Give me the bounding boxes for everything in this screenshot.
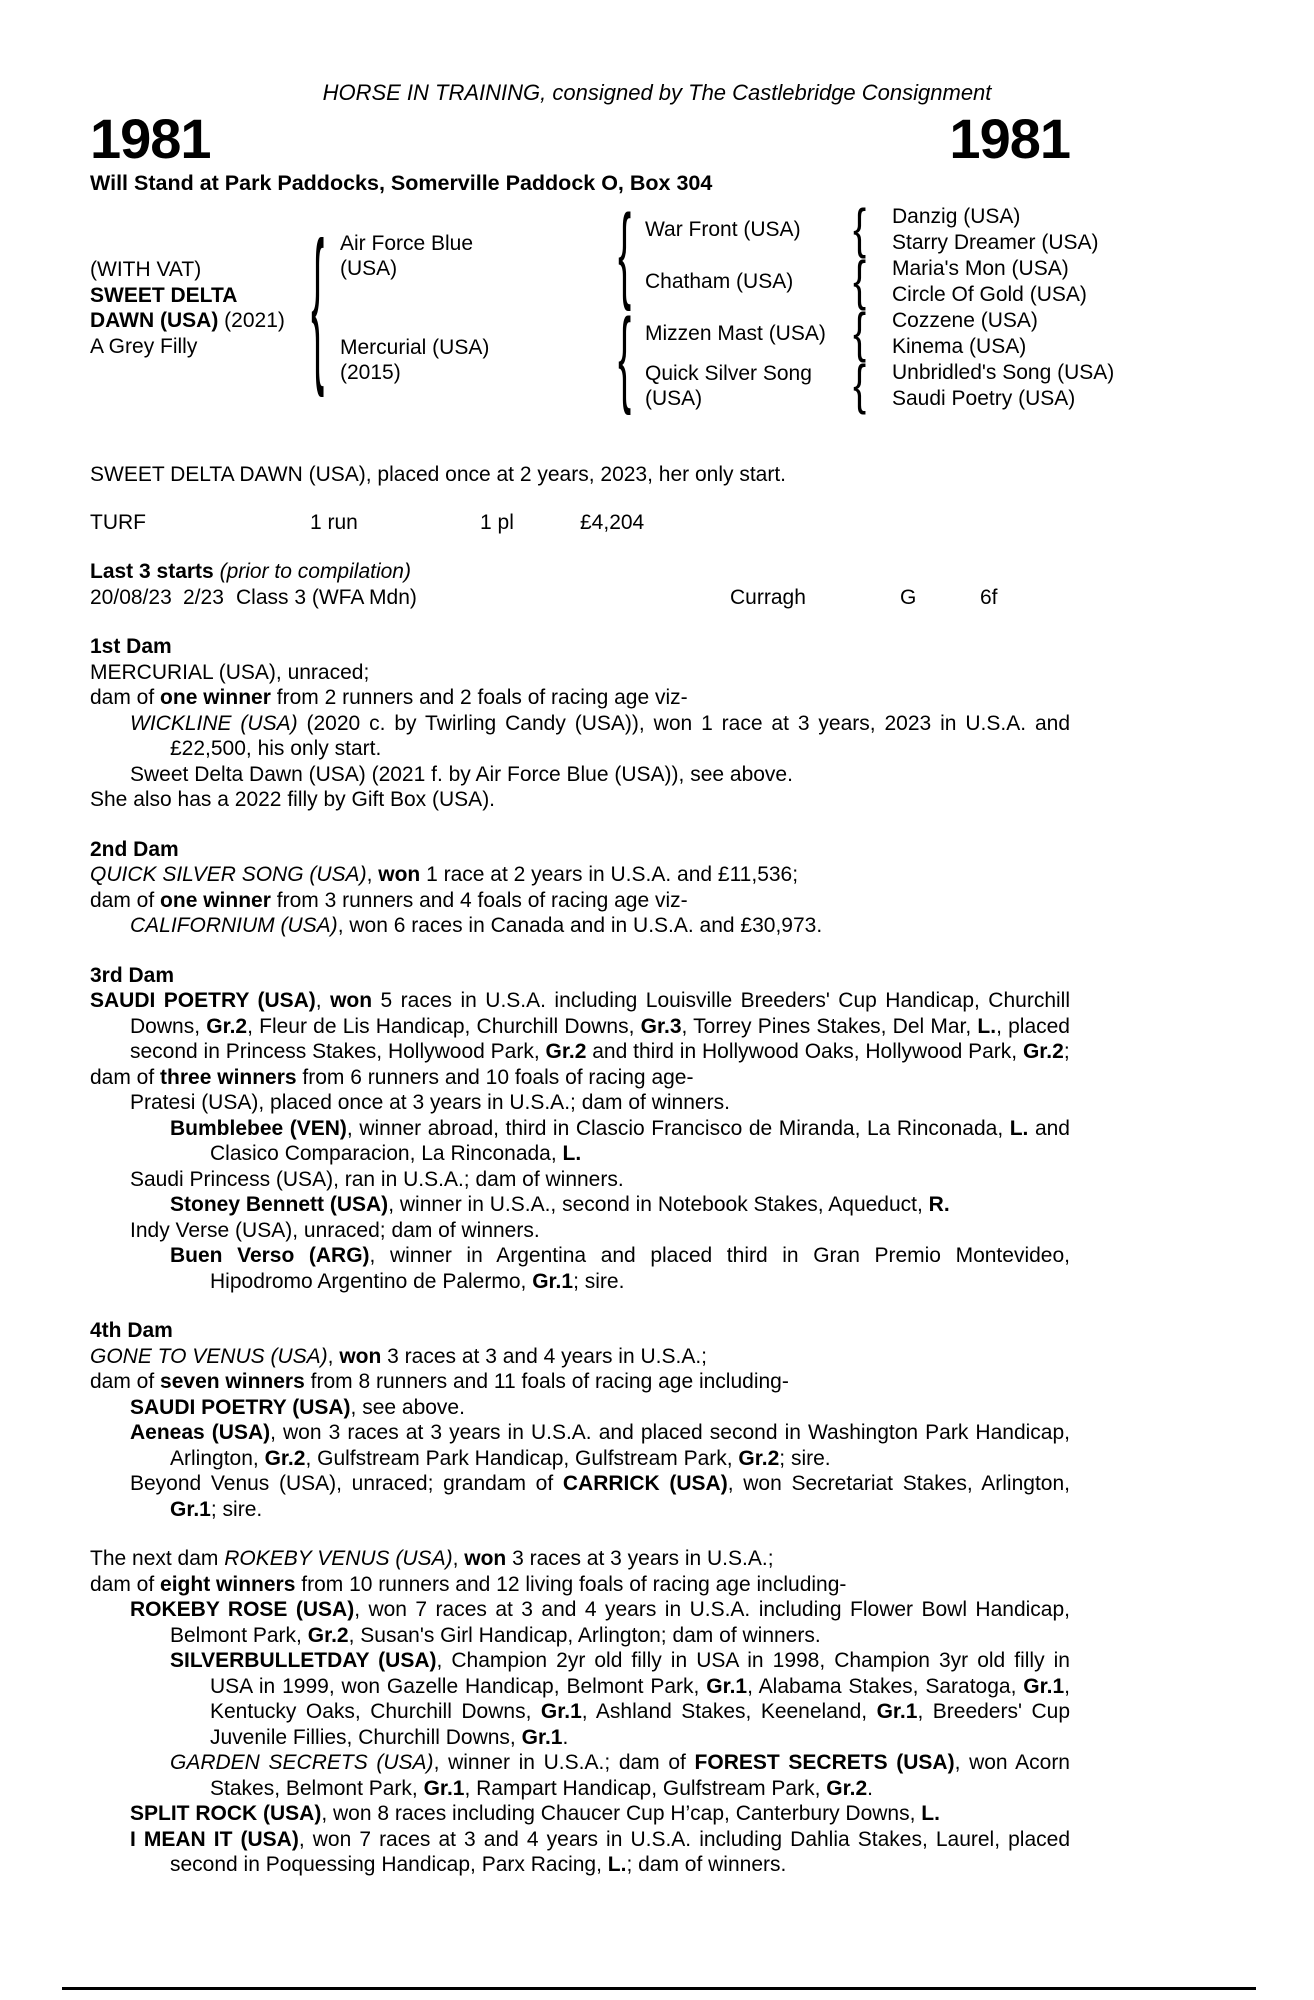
pedigree-paragraph: GARDEN SECRETS (USA), winner in U.S.A.; dam of FOREST SECRETS (USA), won Acorn Stakes, Belmont Park, Gr.1, Rampart Handicap, Gulfstream Park, Gr.2. [170,1751,1070,1800]
pedigree-subject [90,204,295,412]
start-going: G [900,585,917,609]
pedigree-paragraph: dam of one winner from 3 runners and 4 foals of racing age viz- [90,888,688,912]
pedigree-paragraph: The next dam ROKEBY VENUS (USA), won 3 races at 3 years in U.S.A.; [90,1547,774,1570]
pedigree-paragraph: I MEAN IT (USA), won 7 races at 3 and 4 years in U.S.A. including Dahlia Stakes, Laurel, placed second in Poquessing Handicap, Parx Racing, L.; dam of winners. [130,1827,1071,1876]
pedigree-dam-cell [340,308,535,412]
pedigree-paragraph: SILVERBULLETDAY (USA), Champion 2yr old filly in USA in 1998, Champion 3yr old filly in USA in 1999, won Gazelle Handicap, Belmont Park, Gr.1, Alabama Stakes, Saratoga, Gr.1, Kentucky Oaks, Churchill Downs, Gr.1, Ashland Stakes, Keeneland, Gr.1, Breeders' Cup Juvenile Fillies, Churchill Downs, Gr.1. [170,1649,1070,1749]
dam-section-heading: 4th Dam [90,1319,173,1342]
earnings-value: £4,204 [580,510,645,534]
pedigree-sire: Air Force Blue (USA) [340,231,474,280]
pedigree-ancestor: Saudi Poetry (USA) [892,387,1076,410]
pedigree-dam-dam: Quick Silver Song (USA) [645,361,812,410]
pedigree-paragraph: dam of eight winners from 10 runners and 12 living foals of racing age including- [90,1572,847,1596]
pedigree-brace-gg3: { [853,302,867,364]
pedigree-paragraph: SAUDI POETRY (USA), won 5 races in U.S.A. including Louisville Breeders' Cup Handicap, Churchill Downs, Gr.2, Fleur de Lis Handicap, Churchill Downs, Gr.3, Torrey Pines Stakes, Del Mar, L., placed second in Princess Stakes, Hollywood Park, Gr.2 and third in Hollywood Oaks, Hollywood Park, Gr.2; [90,989,1070,1063]
pedigree-paragraph: dam of seven winners from 8 runners and 11 foals of racing age including- [90,1370,789,1393]
race-summary: SWEET DELTA DAWN (USA), placed once at 2 years, 2023, her only start. [90,463,786,486]
pedigree-dam-sire: Mizzen Mast (USA) [645,322,826,346]
start-row [90,585,1070,611]
lot-number-row [90,107,1070,170]
lot-number-right: 1981 [949,107,1070,170]
pedigree-paragraph: GONE TO VENUS (USA), won 3 races at 3 and 4 years in U.S.A.; [90,1344,707,1368]
pedigree-ancestor: Unbridled's Song (USA) [892,361,1115,384]
pedigree-paragraph: Saudi Princess (USA), ran in U.S.A.; dam of winners. [130,1167,624,1191]
placings-value: 1 pl [480,510,514,534]
pedigree-sire-dam-cell [645,256,840,308]
start-position: 2/23 [183,585,224,609]
pedigree-sire-dam: Chatham (USA) [645,270,794,294]
start-distance: 6f [980,585,998,609]
runs-value: 1 run [310,510,358,534]
pedigree-paragraph: She also has a 2022 filly by Gift Box (USA). [90,788,496,811]
dam-section-heading: 3rd Dam [90,963,175,987]
pedigree-ancestor: Starry Dreamer (USA) [892,231,1099,254]
pedigree-sire-sire-cell [645,204,840,256]
pedigree-paragraph: QUICK SILVER SONG (USA), won 1 race at 2 years in U.S.A. and £11,536; [90,863,799,886]
pedigree-color-sex: A Grey Filly [90,334,198,358]
pedigree-brace-gg1: { [853,198,867,260]
pedigree-brace-gg2: { [853,250,867,312]
race-record-row [90,510,1070,536]
pedigree-dam: Mercurial (USA) (2015) [340,335,490,384]
pedigree-sire-sire: War Front (USA) [645,218,801,242]
pedigree-paragraph: dam of one winner from 2 runners and 2 foals of racing age viz- [90,686,688,709]
pedigree-paragraph: ROKEBY ROSE (USA), won 7 races at 3 and 4 years in U.S.A. including Flower Bowl Handicap, Belmont Park, Gr.2, Susan's Girl Handicap, Arlington; dam of winners. [130,1598,1070,1647]
dam-section-heading: 1st Dam [90,635,172,658]
pedigree-brace-sire: { [618,195,632,314]
pedigree-paragraph: dam of three winners from 6 runners and 10 foals of racing age- [90,1065,694,1089]
vat-note: (WITH VAT) [90,258,202,281]
pedigree-sire-cell [340,204,535,308]
pedigree-paragraph: Indy Verse (USA), unraced; dam of winners. [130,1218,540,1242]
pedigree-table [90,195,1115,418]
pedigree-dam-sire-cell [645,308,840,360]
pedigree-brace-dam: { [618,299,632,418]
start-date: 20/08/23 [90,585,172,609]
pedigree-ancestor: Kinema (USA) [892,335,1027,358]
pedigree-paragraph: SPLIT ROCK (USA), won 8 races including Chaucer Cup H’cap, Canterbury Downs, L. [130,1802,940,1825]
pedigree-paragraph: MERCURIAL (USA), unraced; [90,660,370,684]
start-course: Curragh [730,585,806,609]
pedigree-paragraph: Pratesi (USA), placed once at 3 years in U.S.A.; dam of winners. [130,1091,730,1114]
pedigree-paragraph: Aeneas (USA), won 3 races at 3 years in U.S.A. and placed second in Washington Park Handicap, Arlington, Gr.2, Gulfstream Park Handicap, Gulfstream Park, Gr.2; sire. [130,1421,1070,1470]
pedigree-ancestor: Maria's Mon (USA) [892,257,1069,280]
catalogue-body [90,634,1070,1878]
pedigree-paragraph: Stoney Bennett (USA), winner in U.S.A., second in Notebook Stakes, Aqueduct, R. [170,1193,950,1216]
pedigree-dam-dam-cell [645,360,840,412]
pedigree-paragraph: SAUDI POETRY (USA), see above. [130,1395,465,1419]
pedigree-ancestor: Cozzene (USA) [892,309,1038,332]
lot-number-left: 1981 [90,107,211,170]
surface-label: TURF [90,510,146,534]
pedigree-ancestor: Circle Of Gold (USA) [892,283,1087,306]
pedigree-ancestor: Danzig (USA) [892,205,1021,228]
pedigree-paragraph: CALIFORNIUM (USA), won 6 races in Canada and in U.S.A. and £30,973. [130,914,823,937]
consignment-line: HORSE IN TRAINING, consigned by The Castlebridge Consignment [322,80,992,105]
last-starts-label: Last 3 starts [90,560,214,583]
pedigree-paragraph: Sweet Delta Dawn (USA) (2021 f. by Air Force Blue (USA)), see above. [130,762,793,786]
last-starts-heading [90,559,1070,585]
last-starts-note: (prior to compilation) [219,560,411,583]
start-race: Class 3 (WFA Mdn) [236,585,417,609]
page-content [90,107,1115,1878]
pedigree-paragraph: Beyond Venus (USA), unraced; grandam of CARRICK (USA), won Secretariat Stakes, Arlington, Gr.1; sire. [130,1472,1070,1521]
pedigree-brace-gg4: { [853,354,867,416]
stand-location: Will Stand at Park Paddocks, Somerville Paddock O, Box 304 [90,171,713,195]
dam-section-heading: 2nd Dam [90,837,179,861]
pedigree-brace-subject: { [310,209,325,402]
pedigree-paragraph: WICKLINE (USA) (2020 c. by Twirling Candy (USA)), won 1 race at 3 years, 2023 in U.S.A. and £22,500, his only start. [130,711,1071,760]
pedigree-paragraph: Buen Verso (ARG), winner in Argentina and placed third in Gran Premio Montevideo, Hipodromo Argentino de Palermo, Gr.1; sire. [170,1244,1070,1293]
bottom-rule [62,1987,1256,1990]
pedigree-paragraph: Bumblebee (VEN), winner abroad, third in Clascio Francisco de Miranda, La Rinconada, L. and Clasico Comparacion, La Rinconada, L. [170,1116,1070,1165]
pedigree-horse-name: SWEET DELTA DAWN (USA) (2021) [90,283,285,332]
